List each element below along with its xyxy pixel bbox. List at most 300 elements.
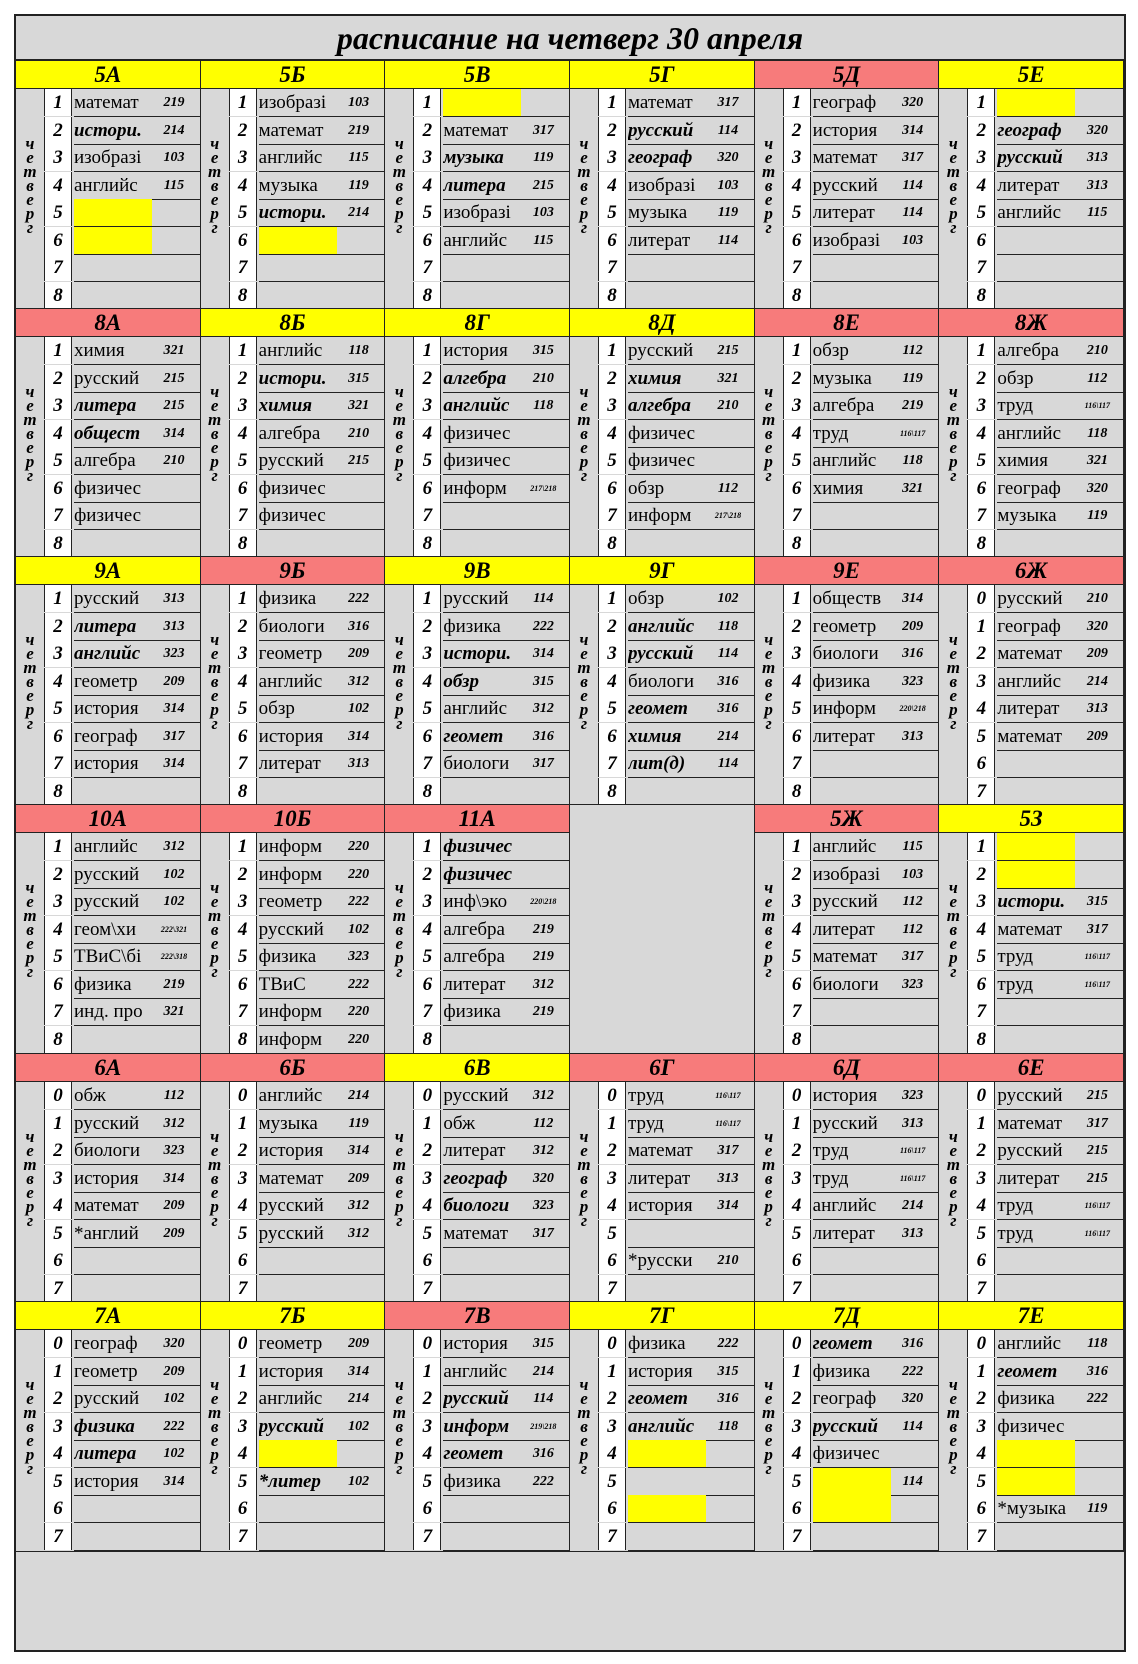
room-cell: 313 [1086,701,1108,716]
lesson-number: 8 [783,1026,811,1053]
lesson-number: 7 [44,998,72,1025]
lesson-number: 2 [229,365,257,392]
class-header: 7Б [201,1302,385,1330]
lesson-row [783,861,939,889]
lesson-row [44,475,200,503]
subject-cell: история [74,753,139,774]
day-letter: е [395,396,404,415]
class-header: 6Г [570,1054,754,1082]
lesson-row [783,971,939,999]
room-cell [1077,1468,1117,1495]
subject-cell: геометр [74,670,138,692]
class-header: 5Б [201,61,385,89]
lesson-row [598,530,754,558]
lesson-number: 6 [413,475,441,502]
lesson-number: 1 [229,89,257,116]
room-cell [893,1523,933,1550]
day-letter: р [764,204,773,223]
lesson-row [44,943,200,971]
subject-cell: математ [628,1140,693,1161]
day-letter: т [23,162,37,181]
lesson-number: 3 [413,1165,441,1192]
lesson-number: 4 [44,172,72,199]
room-cell: 219 [163,95,185,110]
subject-cell: геометр [74,1360,138,1382]
lesson-row [229,227,385,255]
lesson-row [413,640,569,668]
lesson-row [598,1247,754,1275]
lesson-number: 1 [598,337,626,364]
subject-cell: физика [74,973,132,995]
lesson-row [783,1358,939,1386]
subject-cell [997,1523,1075,1550]
lesson-number: 5 [967,1468,995,1495]
day-letter: е [210,892,219,911]
lesson-row [783,89,939,117]
lesson-row [783,337,939,365]
room-cell: 220 [348,839,370,854]
lesson-row [229,420,385,448]
subject-cell [813,1275,891,1302]
room-cell [154,530,194,557]
day-letter: е [26,644,34,663]
lesson-number: 7 [967,778,995,805]
day-letter: е [764,1183,773,1202]
subject-cell [997,1440,1075,1467]
day-letter: т [208,410,222,429]
subject-cell: русский [74,588,140,609]
lesson-number: 3 [229,888,257,915]
class-block [755,1302,940,1552]
lesson-row [598,585,754,613]
room-cell: 315 [1086,894,1108,909]
room-cell: 317 [532,756,554,771]
room-cell: 214 [163,122,185,138]
room-cell: 116\117 [1084,952,1110,961]
day-letter: е [26,1389,34,1408]
lesson-number: 1 [44,585,72,612]
room-cell: 222 [348,976,370,992]
lesson-row [413,89,569,117]
subject-cell [997,750,1075,777]
day-letter: е [395,892,404,911]
room-cell: 215 [1086,1088,1108,1103]
room-cell: 314 [163,756,185,771]
subject-cell: математ [443,119,509,141]
day-letter: е [210,438,219,457]
room-cell: 215 [1086,1143,1108,1158]
room-cell [339,778,379,805]
lesson-number: 5 [783,1220,811,1247]
day-letter: т [577,658,591,677]
lesson-row [413,144,569,172]
day-letter: р [764,1197,773,1216]
subject-cell [74,282,152,309]
room-cell: 220\218 [899,704,926,713]
subject-cell: физичес [443,422,511,444]
day-letter: т [946,658,960,677]
day-letter: г [211,218,218,237]
subject-cell: информ [628,505,692,526]
lesson-number: 2 [967,861,995,888]
subject-cell: русский [258,918,324,940]
subject-cell [628,1523,706,1550]
day-letter: е [210,190,219,209]
subject-cell: труд [997,1222,1034,1244]
day-letter: ч [25,878,35,897]
class-header: 8Б [201,309,385,337]
day-letter: е [395,1389,404,1408]
lesson-row [967,695,1123,723]
subject-cell: труд [997,973,1034,995]
subject-cell [443,1523,521,1550]
day-letter: г [580,714,588,733]
subject-cell: биологи [74,1140,141,1161]
day-letter: ч [210,878,220,897]
day-letter: в [764,672,773,691]
subject-cell: русский [74,1388,140,1409]
lesson-number: 1 [967,337,995,364]
lesson-number: 8 [783,778,811,805]
room-cell: 316 [902,1336,924,1351]
lesson-number: 5 [413,1468,441,1495]
room-cell: 320 [902,95,924,110]
lesson-number: 1 [44,337,72,364]
lesson-row [44,1468,200,1496]
day-letter: ч [764,1127,774,1146]
room-cell: 114 [717,646,739,661]
day-letter: т [762,1155,776,1174]
lesson-row [413,199,569,227]
lesson-number: 2 [413,613,441,640]
subject-cell: литерат [812,725,875,747]
day-letter: е [210,644,219,663]
room-cell: 119 [1087,508,1108,523]
day-letter: ч [394,630,404,649]
lesson-row [44,254,200,282]
lesson-row [967,1495,1123,1523]
room-cell [523,778,563,805]
lesson-number: 5 [598,1468,626,1495]
lesson-row [413,502,569,530]
row-divider [74,1550,200,1551]
day-letter: р [395,700,404,719]
lesson-number: 1 [413,1358,441,1385]
room-cell: 317 [532,122,554,138]
lesson-number: 1 [967,1110,995,1137]
day-label [939,1127,967,1230]
subject-cell: английс [74,643,141,664]
lesson-row [783,695,939,723]
subject-cell: физичес [258,477,326,499]
day-letter: р [25,1197,35,1216]
day-letter: ч [764,878,774,897]
subject-cell: физичес [74,505,142,526]
lesson-row [229,916,385,944]
lesson-number: 3 [44,1413,72,1440]
lesson-row [413,778,569,806]
room-cell [708,1468,748,1495]
day-letter: в [395,1169,404,1188]
lesson-number: 5 [598,1220,626,1247]
lesson-number: 6 [967,971,995,998]
class-block [385,61,570,309]
lesson-number: 3 [229,1413,257,1440]
lesson-row [598,254,754,282]
lesson-row [44,365,200,393]
lesson-row [413,1026,569,1054]
lesson-row [229,89,385,117]
class-block [570,557,755,805]
lesson-row [598,1523,754,1551]
lesson-number: 7 [413,998,441,1025]
day-letter: т [946,1155,960,1174]
subject-cell: алгебра [258,422,321,444]
room-cell [1077,1440,1117,1467]
lesson-row [598,1413,754,1441]
lesson-row [967,613,1123,641]
class-header: 6В [385,1054,569,1082]
subject-cell: литерат [997,1167,1060,1189]
subject-cell: информ [812,698,877,719]
lesson-row [967,1385,1123,1413]
room-cell: 219 [532,1004,554,1019]
day-letter: р [579,1445,589,1464]
lesson-number: 6 [413,971,441,998]
lesson-number: 2 [967,1137,995,1164]
room-cell: 102 [163,866,185,882]
room-cell: 219\218 [530,1421,557,1431]
day-letter: р [949,452,958,471]
subject-cell [628,1220,706,1247]
lesson-row [967,750,1123,778]
lesson-number: 3 [967,392,995,419]
lesson-row [783,1413,939,1441]
lesson-row [967,888,1123,916]
lesson-number: 2 [44,1385,72,1412]
room-cell: 314 [163,701,185,716]
room-cell [1077,89,1117,116]
subject-cell [628,1468,706,1495]
subject-cell: алгебра [443,946,505,967]
lesson-row [783,1192,939,1220]
subject-cell [997,833,1075,860]
room-cell: 119 [1087,1501,1108,1516]
room-cell [893,778,933,805]
lesson-number: 7 [413,1523,441,1550]
lesson-number: 4 [783,668,811,695]
lesson-row [229,365,385,393]
room-cell: 222 [1086,1391,1108,1406]
lesson-row [783,943,939,971]
room-cell: 118 [533,398,554,413]
lesson-row [783,392,939,420]
lesson-number: 3 [967,668,995,695]
lesson-number: 2 [783,1137,811,1164]
class-header: 6Ж [939,557,1123,585]
lesson-number: 7 [413,1275,441,1302]
day-letter: в [26,1417,34,1436]
day-letter: т [392,906,406,925]
lesson-row [598,1110,754,1138]
room-cell: 317 [902,949,924,964]
day-letter: т [392,162,406,181]
subject-cell: музыка [443,147,504,168]
lesson-row [44,778,200,806]
subject-cell: история [258,725,324,747]
lesson-row [229,723,385,751]
room-cell [1077,778,1117,805]
lesson-row [413,337,569,365]
lesson-row [413,943,569,971]
lesson-row [967,1440,1123,1468]
day-letter: т [762,658,776,677]
subject-cell: русский [997,147,1063,168]
room-cell: 116\117 [899,428,926,438]
subject-cell [997,861,1075,888]
lesson-row [783,227,939,255]
lesson-row [44,833,200,861]
lesson-number: 7 [229,998,257,1025]
subject-cell: изобразі [812,229,881,251]
day-letter: р [949,1445,958,1464]
lesson-number: 2 [229,861,257,888]
subject-cell: английс [443,229,508,251]
room-cell: 320 [1086,122,1108,138]
room-cell [893,530,933,557]
subject-cell [813,254,891,281]
lesson-number: 4 [229,1440,257,1467]
lesson-row [229,1192,385,1220]
lesson-row [967,117,1123,145]
room-cell: 219 [163,976,185,992]
room-cell: 112 [163,1088,185,1103]
day-letter: г [396,466,403,485]
lesson-number: 2 [783,117,811,144]
subject-cell: музыка [997,505,1057,526]
lesson-number: 1 [413,337,441,364]
class-block [385,309,570,557]
subject-cell: история [443,1333,508,1354]
room-cell [1077,998,1117,1025]
lesson-row [598,640,754,668]
day-letter: е [26,892,34,911]
room-cell: 114 [902,1473,923,1489]
lesson-number: 8 [229,778,257,805]
subject-cell: русский [812,891,878,912]
room-cell: 214 [717,728,739,744]
lesson-number: 7 [783,254,811,281]
subject-cell: химия [628,725,682,747]
day-letter: г [396,1211,403,1230]
room-cell: 215 [348,453,370,468]
lesson-row [783,282,939,310]
subject-cell: русский [258,1415,324,1437]
room-cell: 112 [902,343,923,358]
lesson-row [44,695,200,723]
lesson-number: 8 [44,530,72,557]
room-cell: 114 [717,756,739,771]
day-letter: т [392,658,406,677]
subject-cell: английс [997,670,1062,692]
day-letter: ч [948,382,958,401]
empty-block [570,805,755,1054]
lesson-number: 5 [783,1468,811,1495]
day-letter: р [25,1445,35,1464]
lesson-row [413,1330,569,1358]
room-cell: 209 [348,1170,370,1186]
lesson-row [413,172,569,200]
room-cell [523,1275,563,1302]
room-cell [339,227,379,254]
lesson-row [413,1082,569,1110]
day-letter: е [26,1183,34,1202]
room-cell: 114 [902,177,923,193]
subject-cell [997,1468,1075,1495]
class-block [201,61,386,309]
lesson-row [598,282,754,310]
lesson-row [229,1247,385,1275]
lesson-row [598,778,754,806]
room-cell: 219 [532,921,554,937]
room-cell: 209 [348,646,370,661]
day-letter: е [395,686,404,705]
day-letter: г [26,218,34,237]
lesson-number: 3 [967,888,995,915]
lesson-row [229,1413,385,1441]
lesson-row [229,833,385,861]
lesson-number: 3 [413,640,441,667]
lesson-row [967,502,1123,530]
lesson-row [413,1110,569,1138]
class-header: 10Б [201,805,385,833]
subject-cell: географ [997,477,1061,499]
day-letter: в [949,672,958,691]
lesson-number: 4 [783,916,811,943]
lesson-number: 7 [783,1275,811,1302]
lesson-row [44,337,200,365]
room-cell: 119 [902,370,923,386]
subject-cell: труд [997,1195,1034,1216]
day-letter: е [764,892,773,911]
lesson-number: 7 [598,254,626,281]
lesson-row [229,778,385,806]
subject-cell: географ [997,615,1061,637]
lesson-number: 2 [967,640,995,667]
room-cell: 314 [348,1363,370,1379]
room-cell: 112 [902,894,923,909]
room-cell [893,282,933,309]
lesson-row [44,1358,200,1386]
lesson-row [783,723,939,751]
subject-cell: русский [443,1388,509,1409]
subject-cell: информ [258,836,323,857]
lesson-number: 4 [44,1440,72,1467]
day-letter: в [764,1417,773,1436]
lesson-row [783,1082,939,1110]
lesson-row [967,420,1123,448]
subject-cell: физика [443,615,501,637]
lesson-number: 4 [44,1192,72,1219]
room-cell: 209 [163,1225,185,1241]
room-cell: 314 [902,122,924,138]
lesson-number: 6 [44,723,72,750]
lesson-row [44,640,200,668]
lesson-number: 3 [783,640,811,667]
subject-cell: английс [443,698,508,719]
lesson-row [413,1523,569,1551]
room-cell [339,1523,379,1550]
